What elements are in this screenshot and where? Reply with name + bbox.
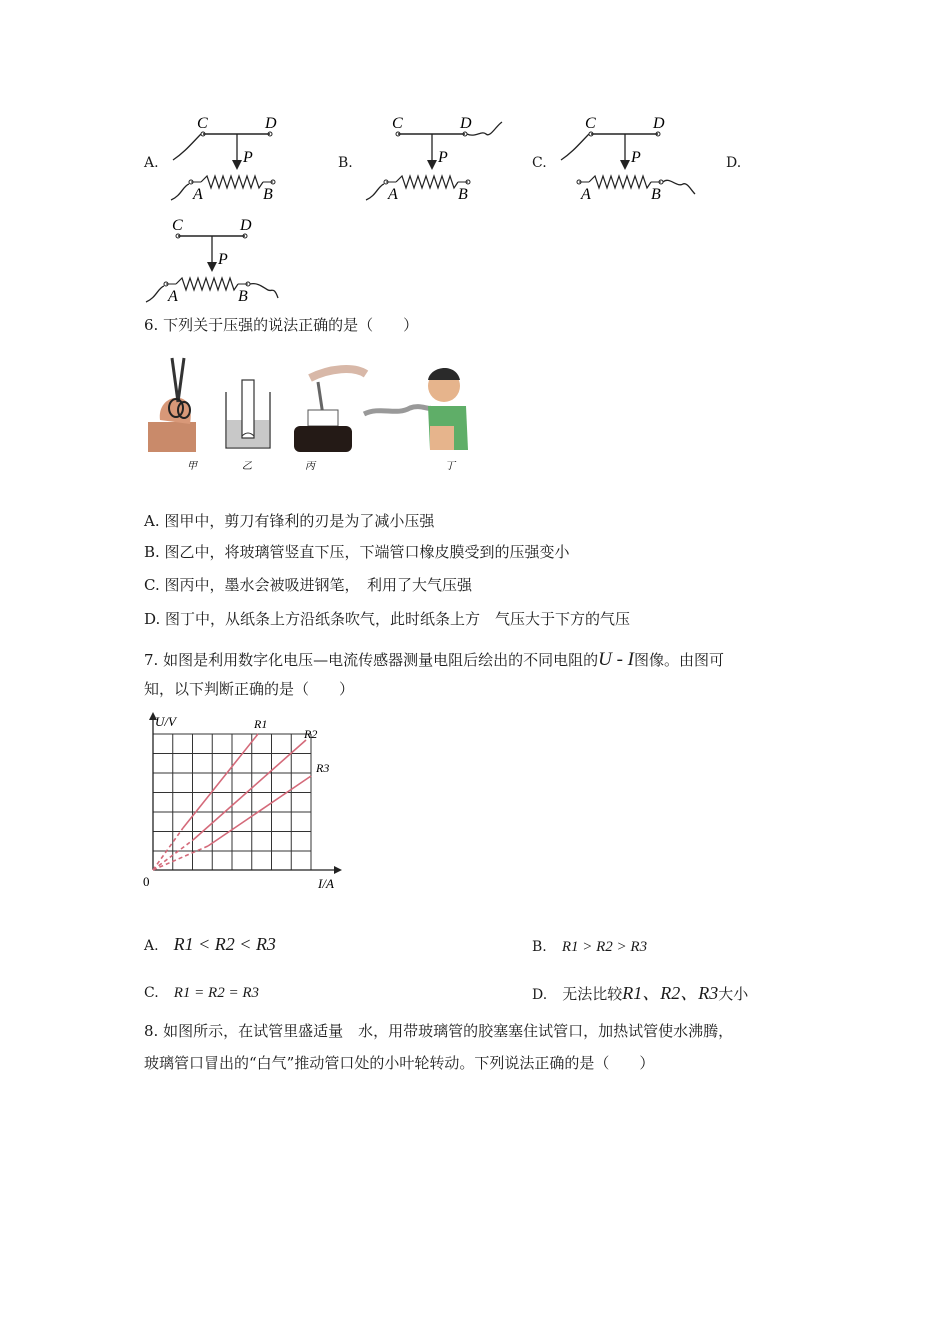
y-axis-label: U/V [155, 714, 176, 729]
q7-stem-line2: 知，以下判断正确的是（ ） [144, 680, 355, 698]
terminal-b: B [651, 186, 661, 203]
terminal-p: P [631, 149, 641, 166]
terminal-b: B [458, 186, 468, 203]
q7-option-b[interactable] [532, 936, 647, 956]
option-expr: R1 > R2 > R3 [561, 939, 648, 955]
terminal-d: D [265, 115, 277, 132]
terminal-d: D [240, 217, 252, 234]
option-label: D. [726, 155, 742, 171]
terminal-c: C [172, 217, 183, 234]
boy-blowing-illustration [364, 368, 468, 450]
terminal-d: D [653, 115, 665, 132]
x-axis-label: I/A [318, 876, 334, 891]
option-expr: R1 < R2 < R3 [173, 934, 276, 954]
r1-label: R1 [254, 717, 268, 731]
q7-option-c[interactable] [144, 982, 259, 1002]
r2-label: R2 [304, 727, 318, 741]
terminal-a: A [581, 186, 591, 203]
terminal-d: D [460, 115, 472, 132]
rheostat-diagram-b [360, 112, 510, 207]
q6-option-a[interactable]: A. 图甲中，剪刀有锋利的刃是为了减小压强 [144, 512, 435, 530]
q6-stem: 6. 下列关于压强的说法正确的是（ ） [144, 316, 419, 334]
origin-label: 0 [143, 874, 150, 889]
rheostat-diagram-c [553, 112, 703, 207]
q6-option-c[interactable]: C. 图丙中，墨水会被吸进钢笔， 利用了大气压强 [144, 576, 472, 594]
option-expr: R1 = R2 = R3 [173, 985, 259, 1001]
rheostat-diagram-a [165, 112, 295, 207]
option-expr: R1、R2、R3 [622, 983, 719, 1003]
caption-jia: 甲 [187, 461, 197, 472]
terminal-c: C [392, 115, 403, 132]
q8-stem-line1: 8. 如图所示，在试管里盛适量 水，用带玻璃管的胶塞塞住试管口，加热试管使水沸腾， [144, 1022, 734, 1040]
ink-bottle-illustration [294, 369, 366, 452]
scissors-hand-illustration [148, 358, 196, 452]
q6-option-b[interactable]: B. 图乙中，将玻璃管竖直下压，下端管口橡皮膜受到的压强变小 [144, 543, 570, 561]
option-label: B. [338, 155, 353, 171]
rheostat-diagram-d [140, 214, 290, 309]
terminal-a: A [193, 186, 203, 203]
caption-ding: 丁 [445, 461, 455, 472]
option-label: D. [532, 987, 548, 1003]
q7-stem-line1 [144, 650, 724, 669]
r3-label: R3 [316, 761, 330, 775]
option-label: C. [144, 985, 159, 1001]
q8-stem-line2: 玻璃管口冒出的“白气”推动管口处的小叶轮转动。下列说法正确的是（ ） [144, 1054, 655, 1072]
terminal-b: B [263, 186, 273, 203]
u-i-graph [138, 710, 358, 895]
stem-text: 图像。由图可 [633, 651, 724, 669]
option-label: A. [144, 155, 159, 171]
q7-option-d[interactable] [532, 979, 748, 1005]
terminal-p: P [243, 149, 253, 166]
terminal-b: B [238, 288, 248, 305]
caption-bing: 丙 [305, 461, 315, 472]
terminal-c: C [197, 115, 208, 132]
option-label: C. [532, 155, 547, 171]
q6-figure [140, 350, 480, 475]
option-label: A. [144, 938, 159, 954]
terminal-p: P [218, 251, 228, 268]
terminal-c: C [585, 115, 596, 132]
terminal-p: P [438, 149, 448, 166]
q7-option-a[interactable] [144, 934, 276, 955]
q6-option-d[interactable]: D. 图丁中，从纸条上方沿纸条吹气，此时纸条上方 气压大于下方的气压 [144, 610, 631, 628]
graph-grid [153, 734, 311, 870]
option-text: 大小 [718, 985, 749, 1003]
caption-yi: 乙 [242, 461, 252, 472]
option-label: B. [532, 939, 547, 955]
stem-text: 7. 如图是利用数字化电压—电流传感器测量电阻后绘出的不同电阻的 [144, 651, 599, 669]
terminal-a: A [168, 288, 178, 305]
option-text: 无法比较 [562, 985, 623, 1003]
stem-math: U - I [598, 649, 634, 670]
beaker-tube-illustration [226, 380, 270, 448]
terminal-a: A [388, 186, 398, 203]
